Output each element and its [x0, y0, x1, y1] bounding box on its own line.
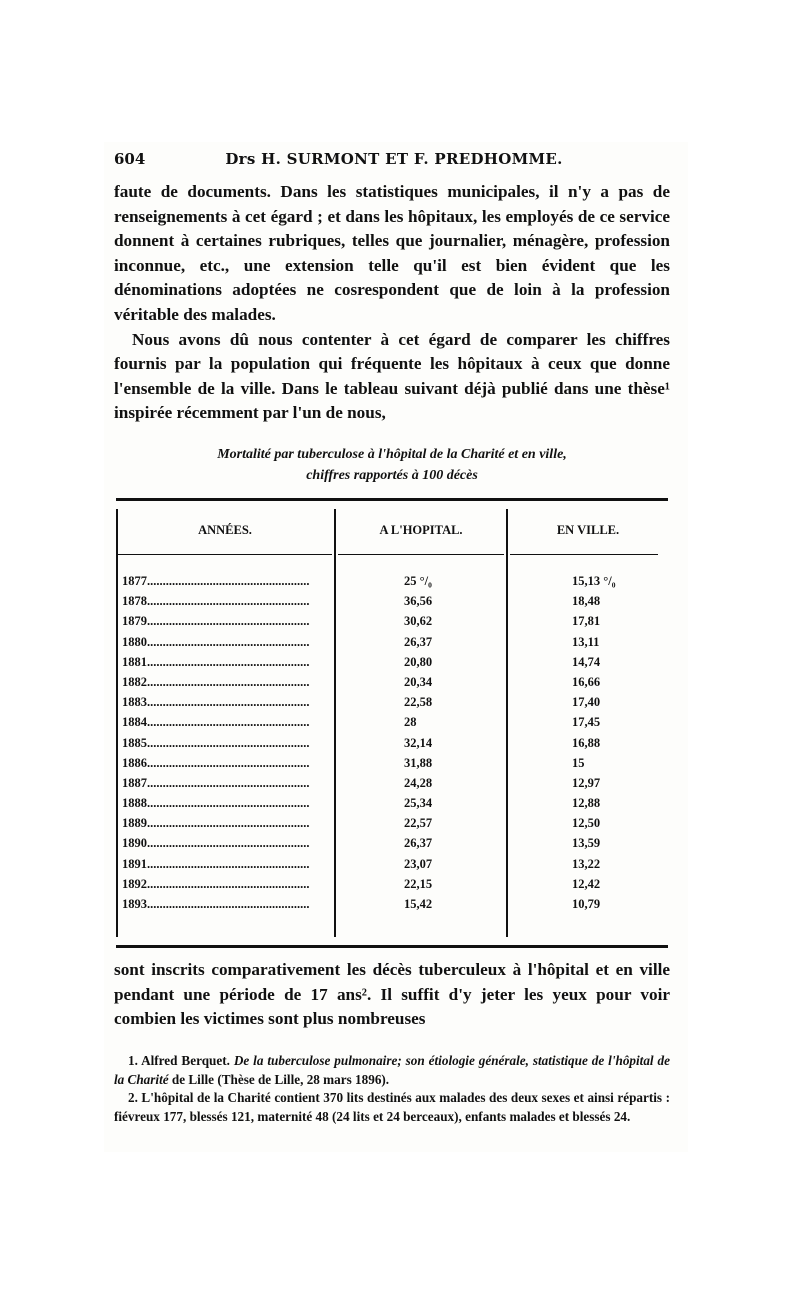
- table-row: [116, 796, 668, 816]
- hospital-value: 20,34: [404, 674, 433, 689]
- city-value: 16,66: [572, 674, 601, 689]
- hospital-value: 15,42: [404, 897, 433, 911]
- year-cell: 1891....................................................: [122, 856, 310, 871]
- table-row: [116, 594, 668, 614]
- header-rule-1: [118, 554, 332, 555]
- year-cell: 1879....................................................: [122, 614, 310, 629]
- year-cell: 1885....................................................: [122, 735, 310, 750]
- hospital-value: 31,88: [404, 755, 433, 770]
- year-cell: 1893....................................................: [122, 897, 310, 911]
- table-row: [116, 836, 668, 856]
- year-cell: 1888....................................................: [122, 796, 310, 811]
- year-cell: 1884....................................................: [122, 715, 310, 730]
- hospital-value: 25,34: [404, 796, 433, 811]
- table-row: [116, 816, 668, 836]
- table-row: [116, 675, 668, 695]
- footnote-1-title: De la tuberculose pulmonaire; son étiologie générale, statistique de l'hôpital de la Charité: [114, 1053, 670, 1087]
- city-value: 16,88: [572, 735, 601, 750]
- city-value: 12,50: [572, 816, 601, 831]
- body-text-top: [114, 180, 670, 426]
- city-value: 17,45: [572, 715, 601, 730]
- table-row: [116, 897, 668, 917]
- caption-line-2: chiffres rapportés à 100 décès: [306, 468, 478, 483]
- year-cell: 1877....................................................: [122, 574, 310, 588]
- city-value: 13,11: [572, 634, 600, 649]
- footnotes: [114, 1052, 670, 1126]
- page-number: 604: [114, 150, 146, 168]
- table-row: [116, 614, 668, 634]
- running-title: Drs H. SURMONT ET F. PREDHOMME.: [225, 150, 563, 168]
- footnote-1: [114, 1052, 670, 1089]
- city-value: 18,48: [572, 594, 601, 609]
- caption-line-1: Mortalité par tuberculose à l'hôpital de la Charité et en ville,: [217, 447, 567, 462]
- city-value: 13,59: [572, 836, 601, 851]
- year-cell: 1892....................................................: [122, 876, 310, 891]
- col-header-years: ANNÉES.: [198, 523, 252, 537]
- table-caption: [114, 444, 670, 486]
- hospital-value: 32,14: [404, 735, 433, 750]
- paragraph-1: faute de documents. Dans les statistiques municipales, il n'y a pas de renseignements à cet égard ; et dans les hôpitaux, les employés de ce service donnent à certaines rubriques, telles que journalier, ménagère, profession inconnue, etc., une extension telle qu'il est bien évident que les dénominations adoptées ne cosrespondent que de loin à la profession véritable des malades.: [114, 182, 670, 324]
- table-row: [116, 756, 668, 776]
- col-header-hospital: A L'HOPITAL.: [379, 523, 463, 537]
- hospital-value: 22,57: [404, 816, 433, 831]
- year-cell: 1890....................................................: [122, 836, 310, 851]
- footnote-1-lead: 1. Alfred Berquet.: [128, 1053, 234, 1068]
- city-value: 10,79: [572, 897, 601, 911]
- hospital-value: 25 °/₀: [404, 574, 432, 588]
- body-text-bottom: [114, 958, 670, 1032]
- hospital-value: 28: [404, 715, 417, 730]
- table-row: [116, 877, 668, 897]
- table-row: [116, 695, 668, 715]
- paragraph-3: sont inscrits comparativement les décès tuberculeux à l'hôpital et en ville pendant une période de 17 ans². Il suffit d'y jeter les yeux pour voir combien les victimes sont plus nombreuses: [114, 960, 670, 1029]
- footnote-2: 2. L'hôpital de la Charité contient 370 lits destinés aux malades des deux sexes et ainsi répartis : fiévreux 177, blessés 121, maternité 48 (24 lits et 24 berceaux), enfants malades et blessés 24.: [114, 1090, 670, 1124]
- table-row: [116, 715, 668, 735]
- city-value: 12,88: [572, 796, 601, 811]
- hospital-value: 26,37: [404, 836, 433, 851]
- city-value: 12,42: [572, 876, 601, 891]
- table-row: [116, 736, 668, 756]
- hospital-value: 24,28: [404, 775, 433, 790]
- hospital-value: 26,37: [404, 634, 433, 649]
- year-cell: 1882....................................................: [122, 674, 310, 689]
- city-value: 15,13 °/₀: [572, 574, 616, 588]
- city-value: 14,74: [572, 654, 601, 669]
- hospital-value: 23,07: [404, 856, 433, 871]
- table-row: [116, 635, 668, 655]
- year-cell: 1880....................................................: [122, 634, 310, 649]
- city-value: 15: [572, 755, 585, 770]
- table-row: [116, 857, 668, 877]
- table-row: [116, 655, 668, 675]
- year-cell: 1878....................................................: [122, 594, 310, 609]
- city-value: 13,22: [572, 856, 601, 871]
- running-header: [114, 150, 674, 172]
- year-cell: 1886....................................................: [122, 755, 310, 770]
- hospital-value: 22,58: [404, 695, 433, 710]
- hospital-value: 36,56: [404, 594, 433, 609]
- city-value: 17,81: [572, 614, 601, 629]
- table-rows: [116, 574, 668, 917]
- col-header-city: EN VILLE.: [556, 523, 620, 537]
- year-cell: 1889....................................................: [122, 816, 310, 831]
- year-cell: 1883....................................................: [122, 695, 310, 710]
- table-row: [116, 776, 668, 796]
- city-value: 17,40: [572, 695, 601, 710]
- footnote-1-tail: de Lille (Thèse de Lille, 28 mars 1896).: [168, 1071, 390, 1087]
- year-cell: 1887....................................................: [122, 775, 310, 790]
- table-row: [116, 574, 668, 594]
- header-rule-3: [510, 554, 658, 555]
- hospital-value: 30,62: [404, 614, 433, 629]
- paragraph-2: Nous avons dû nous contenter à cet égard de comparer les chiffres fournis par la population qui fréquente les hôpitaux à ceux que donne l'ensemble de la ville. Dans le tableau suivant déjà publié dans une thèse¹ inspirée récemment par l'un de nous,: [114, 329, 670, 423]
- city-value: 12,97: [572, 775, 601, 790]
- mortality-table: [116, 498, 668, 948]
- hospital-value: 22,15: [404, 876, 433, 891]
- hospital-value: 20,80: [404, 654, 433, 669]
- header-rule-2: [338, 554, 504, 555]
- year-cell: 1881....................................................: [122, 654, 310, 669]
